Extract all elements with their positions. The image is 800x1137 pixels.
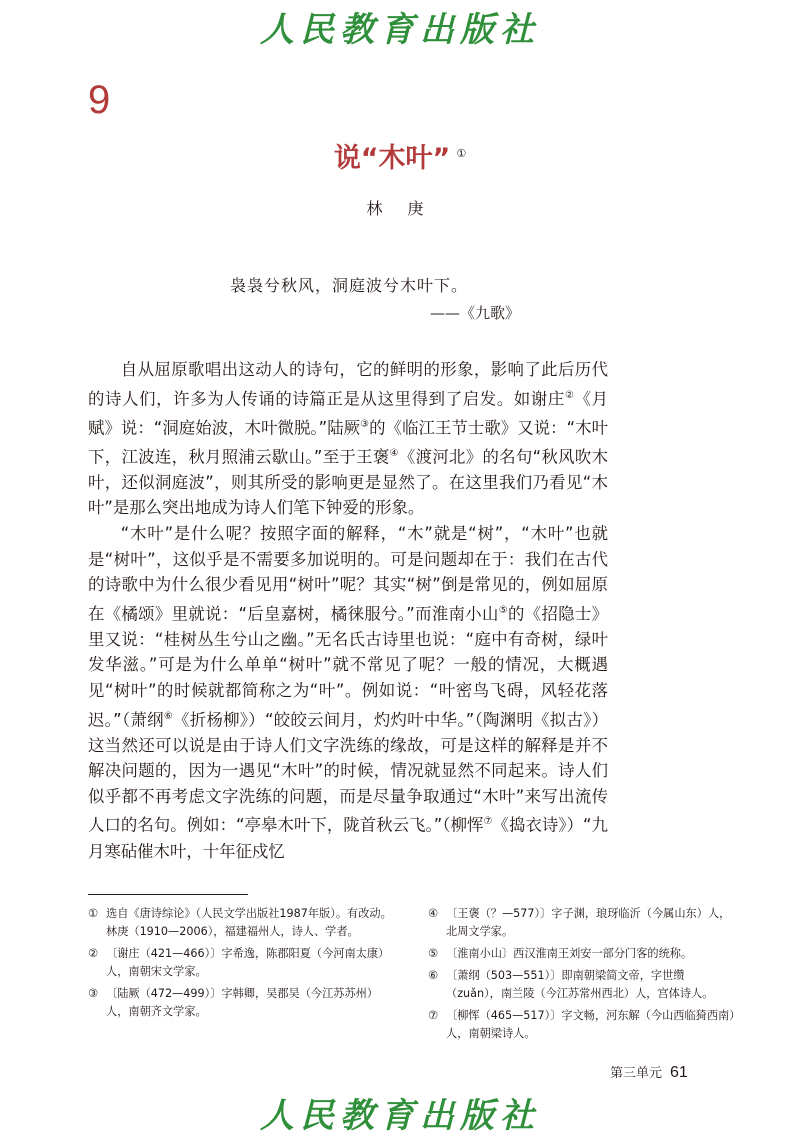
footnote-text: 〔陆厥（472—499）〕字韩卿，吴郡吴（今江苏苏州）人，南朝齐文学家。 [106,987,379,1018]
article-body [88,357,608,864]
footnote-2 [88,945,398,981]
footnote-1 [88,905,398,941]
footnote-mark: ① [88,907,99,920]
footnote-5 [428,945,738,963]
footnote-6 [428,967,738,1003]
unit-label: 第三单元 [610,1066,663,1081]
author-name: 林 庚 [366,199,434,218]
footnote-text: 〔谢庄（421—466）〕字希逸，陈郡阳夏（今河南太康）人，南朝宋文学家。 [106,947,390,978]
lesson-number: 9 [88,78,111,122]
footnote-mark: ⑦ [428,1009,439,1022]
text-run: 《折杨柳》）“皎皎云间月，灼灼叶中华。”（陶渊明《拟古》）这当然还可以说是由于诗人们文字洗练的缘故，可是这样的解释是并不解决问题的，因为一遇见“木叶”的时候，情况就显然不同起来。诗人们似乎都不再考虑文字洗练的问题，而是尽量争取通过“木叶”来写出流传人口的名句。例如：“亭皋木叶下，陇首秋云飞。”（柳恽 [88,710,609,835]
page-footer [610,1062,688,1082]
footnote-mark: ③ [88,987,99,1000]
footnote-ref-7[interactable]: ⑦ [483,816,493,828]
publisher-logo-top: 人民教育出版社 [260,10,540,50]
footnote-text: 选自《唐诗综论》（人民文学出版社1987年版）。有改动。林庚（1910—2006），福建福州人，诗人、学者。 [106,907,392,938]
footnote-ref-5[interactable]: ⑤ [498,604,508,616]
text-run: 《渡河北》的名句“秋风吹木叶，还似洞庭波”，则其所受的影响更是显然了。在这里我们乃看见“木叶”是那么突出地成为诗人们笔下钟爱的形象。 [88,447,608,518]
text-run: 的《临江王节士歌》又说：“木叶下，江波连，秋月照浦云歇山。”至于王褒 [88,418,608,467]
page-number: 61 [670,1064,688,1081]
publisher-logo-bottom: 人民教育出版社 [260,1096,540,1136]
footnote-ref-2[interactable]: ② [564,389,575,401]
text-run: 自从屈原歌唱出这动人的诗句，它的鲜明的形象，影响了此后历代的诗人们，许多为人传诵的诗篇正是从这里得到了启发。如谢庄 [88,360,608,409]
footnote-divider [88,894,248,895]
footnote-3 [88,985,398,1021]
footnote-mark: ⑥ [428,969,439,982]
title-footnote-ref[interactable]: ① [456,147,467,160]
footnote-7 [428,1007,738,1043]
title-text: 说“木叶” [333,143,451,174]
footnote-4 [428,905,738,941]
footnote-text: 〔王褒（？—577）〕字子渊，琅玡临沂（今属山东）人，北周文学家。 [446,907,731,938]
footnote-ref-4[interactable]: ④ [389,447,399,459]
footnote-mark: ⑤ [428,947,439,960]
text-run: 《捣衣诗》）“九月寒砧催木叶，十年征戍忆 [88,815,608,861]
paragraph-1 [88,357,608,521]
text-run: 《月赋》说：“洞庭始波，木叶微脱。”陆厥 [88,389,609,438]
footnote-text: 〔淮南小山〕西汉淮南王刘安一部分门客的统称。 [446,947,693,960]
footnotes-left-column [88,905,398,1025]
epigraph-line: 袅袅兮秋风，洞庭波兮木叶下。 [230,276,469,295]
footnote-mark: ④ [428,907,439,920]
footnote-text: 〔萧纲（503—551）〕即南朝梁简文帝，字世缵（zuǎn），南兰陵（今江苏常州西北）人，宫体诗人。 [446,969,714,1000]
footnote-text: 〔柳恽（465—517）〕字文畅，河东解（今山西临猗西南）人，南朝梁诗人。 [446,1009,735,1040]
text-run: “木叶”是什么呢？按照字面的解释，“木”就是“树”，“木叶”也就是“树叶”，这似乎是不需要多加说明的。可是问题却在于：我们在古代的诗歌中为什么很少看见用“树叶”呢？其实“树”倒是常见的，例如屈原在《橘颂》里就说：“后皇嘉树，橘徕服兮。”而淮南小山 [88,523,608,624]
epigraph-source: ——《九歌》 [430,304,521,322]
footnote-ref-6[interactable]: ⑥ [163,710,174,722]
page-title [0,136,800,175]
footnote-ref-3[interactable]: ③ [360,418,370,430]
footnote-mark: ② [88,947,99,960]
footnotes-right-column [428,905,738,1047]
text-run: 的《招隐士》里又说：“桂树丛生兮山之幽。”无名氏古诗里也说：“庭中有奇树，绿叶发华滋。”可是为什么单单“树叶”就不常见了呢？一般的情况，大概遇见“树叶”的时候就都简称之为“叶”。例如说：“叶密鸟飞碍，风轻花落迟。”（萧纲 [88,604,608,730]
paragraph-2 [88,521,608,864]
